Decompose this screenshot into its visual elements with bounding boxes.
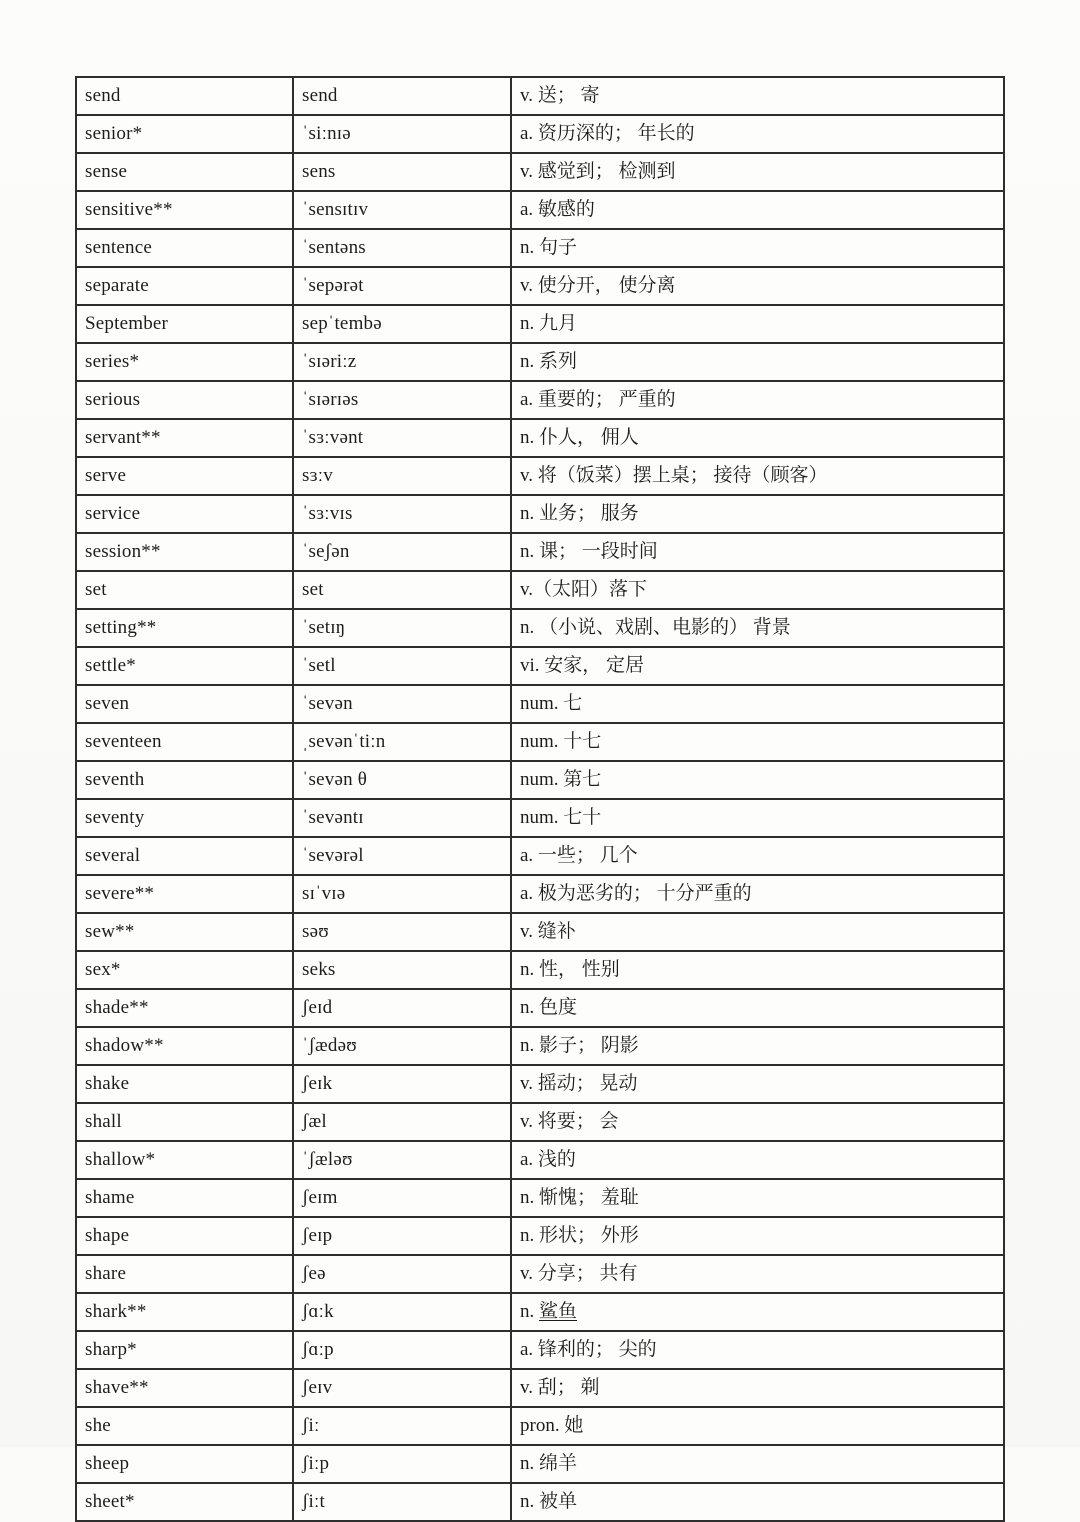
word-cell: separate: [76, 267, 293, 305]
pronunciation-cell: ʃeɪp: [293, 1217, 511, 1255]
meaning-cell: n. 课； 一段时间: [511, 533, 1004, 571]
pronunciation-cell: ˈsepərət: [293, 267, 511, 305]
table-row: [76, 609, 1004, 647]
pronunciation-cell: sepˈtembə: [293, 305, 511, 343]
word-cell: serious: [76, 381, 293, 419]
table-row: [76, 1331, 1004, 1369]
table-row: [76, 1179, 1004, 1217]
pronunciation-cell: ʃiːt: [293, 1483, 511, 1521]
table-row: [76, 1445, 1004, 1483]
meaning-cell: num. 七: [511, 685, 1004, 723]
meaning-cell: v. 将要； 会: [511, 1103, 1004, 1141]
pronunciation-cell: ʃɑːp: [293, 1331, 511, 1369]
word-cell: series*: [76, 343, 293, 381]
word-cell: several: [76, 837, 293, 875]
table-row: [76, 267, 1004, 305]
table-row: [76, 1027, 1004, 1065]
meaning-cell: v. 使分开， 使分离: [511, 267, 1004, 305]
pronunciation-cell: ˈsensɪtɪv: [293, 191, 511, 229]
word-cell: shake: [76, 1065, 293, 1103]
word-cell: sense: [76, 153, 293, 191]
word-cell: shape: [76, 1217, 293, 1255]
word-cell: September: [76, 305, 293, 343]
meaning-cell: v. 送； 寄: [511, 77, 1004, 115]
pronunciation-cell: ʃiːp: [293, 1445, 511, 1483]
table-row: [76, 229, 1004, 267]
table-row: [76, 1141, 1004, 1179]
table-row: [76, 761, 1004, 799]
pronunciation-cell: sɪˈvɪə: [293, 875, 511, 913]
pronunciation-cell: ˈsɜːvɪs: [293, 495, 511, 533]
meaning-cell: n. 九月: [511, 305, 1004, 343]
meaning-cell: a. 锋利的； 尖的: [511, 1331, 1004, 1369]
meaning-cell: n. 业务； 服务: [511, 495, 1004, 533]
meaning-cell: a. 浅的: [511, 1141, 1004, 1179]
table-row: [76, 495, 1004, 533]
table-row: [76, 343, 1004, 381]
table-row: [76, 115, 1004, 153]
word-cell: settle*: [76, 647, 293, 685]
meaning-cell: num. 第七: [511, 761, 1004, 799]
table-row: [76, 419, 1004, 457]
word-cell: sex*: [76, 951, 293, 989]
table-row: [76, 305, 1004, 343]
meaning-cell: n. 性， 性别: [511, 951, 1004, 989]
word-cell: severe**: [76, 875, 293, 913]
table-row: [76, 571, 1004, 609]
table-row: [76, 1369, 1004, 1407]
table-row: [76, 685, 1004, 723]
pronunciation-cell: ˈʃædəʊ: [293, 1027, 511, 1065]
pronunciation-cell: səʊ: [293, 913, 511, 951]
word-cell: servant**: [76, 419, 293, 457]
meaning-cell: a. 极为恶劣的； 十分严重的: [511, 875, 1004, 913]
table-row: [76, 723, 1004, 761]
table-row: [76, 799, 1004, 837]
meaning-cell: num. 七十: [511, 799, 1004, 837]
meaning-cell: a. 资历深的； 年长的: [511, 115, 1004, 153]
meaning-cell: n. （小说、戏剧、电影的） 背景: [511, 609, 1004, 647]
meaning-cell: n. 形状； 外形: [511, 1217, 1004, 1255]
pronunciation-cell: ˈsevən θ: [293, 761, 511, 799]
pronunciation-cell: send: [293, 77, 511, 115]
pronunciation-cell: ʃeɪm: [293, 1179, 511, 1217]
pronunciation-cell: ˈsevərəl: [293, 837, 511, 875]
table-row: [76, 1103, 1004, 1141]
word-cell: share: [76, 1255, 293, 1293]
meaning-cell: pron. 她: [511, 1407, 1004, 1445]
word-cell: shall: [76, 1103, 293, 1141]
table-row: [76, 951, 1004, 989]
word-cell: sheep: [76, 1445, 293, 1483]
word-cell: session**: [76, 533, 293, 571]
pronunciation-cell: ʃeɪk: [293, 1065, 511, 1103]
pronunciation-cell: ˈsiːnɪə: [293, 115, 511, 153]
pronunciation-cell: ˈʃæləʊ: [293, 1141, 511, 1179]
meaning-cell: num. 十七: [511, 723, 1004, 761]
table-row: [76, 153, 1004, 191]
table-row: [76, 533, 1004, 571]
word-cell: seventh: [76, 761, 293, 799]
pronunciation-cell: ˈsɪərɪəs: [293, 381, 511, 419]
meaning-cell: n. 仆人， 佣人: [511, 419, 1004, 457]
word-cell: she: [76, 1407, 293, 1445]
word-cell: shallow*: [76, 1141, 293, 1179]
pronunciation-cell: ˈsentəns: [293, 229, 511, 267]
table-row: [76, 457, 1004, 495]
word-cell: shave**: [76, 1369, 293, 1407]
meaning-cell: v. 摇动； 晃动: [511, 1065, 1004, 1103]
pronunciation-cell: sɜːv: [293, 457, 511, 495]
pronunciation-cell: ˈsɜːvənt: [293, 419, 511, 457]
word-cell: seventy: [76, 799, 293, 837]
word-cell: serve: [76, 457, 293, 495]
table-row: [76, 1483, 1004, 1521]
word-cell: shame: [76, 1179, 293, 1217]
meaning-cell: v.（太阳）落下: [511, 571, 1004, 609]
meaning-cell: a. 一些； 几个: [511, 837, 1004, 875]
word-cell: sew**: [76, 913, 293, 951]
pronunciation-cell: ˌsevənˈtiːn: [293, 723, 511, 761]
meaning-cell: v. 分享； 共有: [511, 1255, 1004, 1293]
table-row: [76, 1217, 1004, 1255]
pronunciation-cell: ˈsetl: [293, 647, 511, 685]
meaning-cell: a. 重要的； 严重的: [511, 381, 1004, 419]
pronunciation-cell: ʃeɪv: [293, 1369, 511, 1407]
word-cell: set: [76, 571, 293, 609]
word-cell: send: [76, 77, 293, 115]
word-cell: sensitive**: [76, 191, 293, 229]
meaning-cell: n. 色度: [511, 989, 1004, 1027]
meaning-cell: n. 鲨鱼: [511, 1293, 1004, 1331]
pronunciation-cell: ʃeə: [293, 1255, 511, 1293]
word-cell: senior*: [76, 115, 293, 153]
pronunciation-cell: ˈsetɪŋ: [293, 609, 511, 647]
word-cell: setting**: [76, 609, 293, 647]
table-row: [76, 191, 1004, 229]
table-row: [76, 1255, 1004, 1293]
vocabulary-table: [75, 76, 1005, 1522]
pronunciation-cell: ʃæl: [293, 1103, 511, 1141]
meaning-cell: v. 感觉到； 检测到: [511, 153, 1004, 191]
word-cell: sharp*: [76, 1331, 293, 1369]
meaning-cell: v. 缝补: [511, 913, 1004, 951]
word-cell: shade**: [76, 989, 293, 1027]
meaning-cell: vi. 安家， 定居: [511, 647, 1004, 685]
pronunciation-cell: ˈsevən: [293, 685, 511, 723]
pronunciation-cell: seks: [293, 951, 511, 989]
word-cell: shadow**: [76, 1027, 293, 1065]
word-cell: sentence: [76, 229, 293, 267]
vocabulary-table-body: [76, 77, 1004, 1521]
meaning-cell: v. 刮； 剃: [511, 1369, 1004, 1407]
meaning-cell: n. 被单: [511, 1483, 1004, 1521]
table-row: [76, 989, 1004, 1027]
word-cell: shark**: [76, 1293, 293, 1331]
pronunciation-cell: ʃiː: [293, 1407, 511, 1445]
table-row: [76, 1407, 1004, 1445]
pronunciation-cell: sens: [293, 153, 511, 191]
pronunciation-cell: ʃeɪd: [293, 989, 511, 1027]
meaning-cell: n. 绵羊: [511, 1445, 1004, 1483]
meaning-cell: n. 影子； 阴影: [511, 1027, 1004, 1065]
meaning-cell: n. 句子: [511, 229, 1004, 267]
pronunciation-cell: ʃɑːk: [293, 1293, 511, 1331]
table-row: [76, 77, 1004, 115]
meaning-cell: a. 敏感的: [511, 191, 1004, 229]
meaning-cell: n. 惭愧； 羞耻: [511, 1179, 1004, 1217]
word-cell: service: [76, 495, 293, 533]
word-cell: seven: [76, 685, 293, 723]
pronunciation-cell: ˈseʃən: [293, 533, 511, 571]
pronunciation-cell: set: [293, 571, 511, 609]
table-row: [76, 1293, 1004, 1331]
meaning-cell: v. 将（饭菜）摆上桌； 接待（顾客）: [511, 457, 1004, 495]
table-row: [76, 1065, 1004, 1103]
word-cell: seventeen: [76, 723, 293, 761]
table-row: [76, 647, 1004, 685]
table-row: [76, 381, 1004, 419]
table-row: [76, 875, 1004, 913]
word-cell: sheet*: [76, 1483, 293, 1521]
table-row: [76, 913, 1004, 951]
pronunciation-cell: ˈsevəntɪ: [293, 799, 511, 837]
meaning-cell: n. 系列: [511, 343, 1004, 381]
pronunciation-cell: ˈsɪəriːz: [293, 343, 511, 381]
table-row: [76, 837, 1004, 875]
